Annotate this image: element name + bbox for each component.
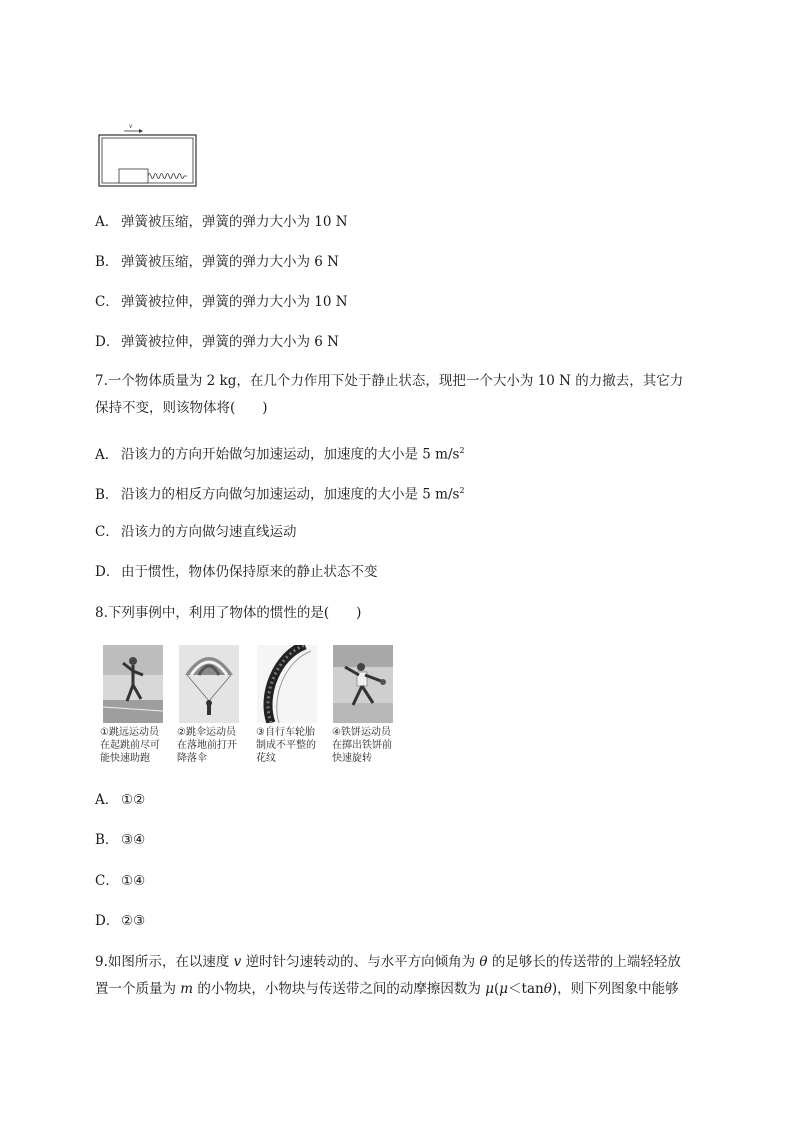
q7-option-d: D． 由于惯性，物体仍保持原来的静止状态不变 [95, 564, 378, 580]
q7-option-a: A． 沿该力的方向开始做匀加速运动，加速度的大小是 5 $m/s^2$ [95, 446, 465, 463]
q6-option-a: A． 弹簧被压缩，弹簧的弹力大小为 10 N [95, 214, 348, 230]
spring [148, 174, 187, 179]
velocity-arrowhead [139, 129, 143, 133]
q8-option-d: D． ②③ [95, 913, 146, 929]
q8-photo-strip [100, 645, 400, 770]
velocity-label: v [129, 123, 133, 130]
photo-long-jump [103, 645, 163, 723]
photo-parachute [179, 645, 239, 723]
q8-option-a: A． ①② [95, 792, 146, 808]
q7-stem-line2: 保持不变，则该物体将( ) [95, 400, 268, 416]
box-spring-figure [97, 122, 199, 188]
q8-option-c: C． ①④ [95, 873, 146, 889]
q7-option-b: B． 沿该力的相反方向做匀加速运动，加速度的大小是 5 $m/s^2$ [95, 486, 465, 503]
q8-stem: 8.下列事例中，利用了物体的惯性的是( ) [95, 605, 362, 621]
caption-4: ④铁饼运动员在掷出铁饼前快速旋转 [332, 727, 392, 764]
photo-bicycle-tire [257, 645, 317, 723]
q9-stem-line2: 置一个质量为 m 的小物块，小物块与传送带之间的动摩擦因数为 μ(μ＜tanθ)，则下列图象中能够 [95, 981, 679, 997]
q6-option-d: D． 弹簧被拉伸，弹簧的弹力大小为 6 N [95, 334, 339, 350]
q6-option-b: B． 弹簧被压缩，弹簧的弹力大小为 6 N [95, 254, 339, 270]
caption-2: ②跳伞运动员在落地前打开降落伞 [177, 727, 237, 764]
q6-option-c: C． 弹簧被拉伸，弹簧的弹力大小为 10 N [95, 294, 348, 310]
q7-stem-line1: 7.一个物体质量为 2 kg，在几个力作用下处于静止状态，现把一个大小为 10 N 的力撤去，其它力 [95, 373, 684, 389]
block [119, 169, 148, 183]
q9-stem-line1: 9.如图所示，在以速度 v 逆时针匀速转动的、与水平方向倾角为 θ 的足够长的传送带的上端轻轻放 [95, 954, 681, 970]
caption-1: ①跳远运动员在起跳前尽可能快速助跑 [100, 727, 160, 764]
q7-option-c: C． 沿该力的方向做匀速直线运动 [95, 524, 297, 540]
photo-discus [333, 645, 393, 723]
q8-option-b: B． ③④ [95, 832, 146, 848]
caption-3: ③自行车轮胎制成不平整的花纹 [256, 727, 316, 764]
